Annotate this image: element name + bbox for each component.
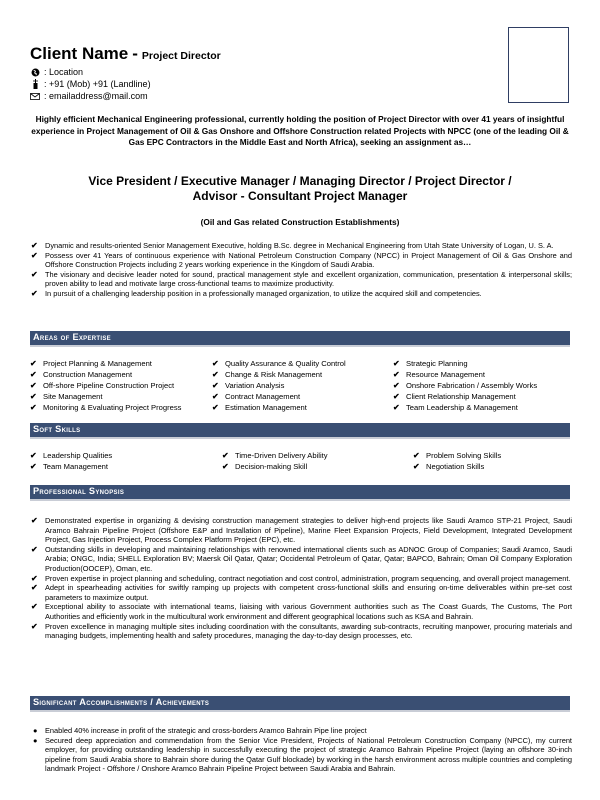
client-name: Client Name: [30, 44, 129, 63]
checkmark-icon: ✔: [393, 392, 400, 401]
contact-block: [30, 66, 221, 102]
checkmark-icon: ✔: [393, 370, 400, 379]
checkmark-icon: ✔: [30, 451, 37, 460]
checkmark-icon: ✔: [31, 544, 38, 554]
bullet-dot-icon: ●: [33, 726, 38, 735]
expertise-item: ✔ Team Leadership & Management: [393, 403, 518, 412]
soft-skills-grid: [30, 450, 570, 474]
expertise-item: ✔ Resource Management: [393, 370, 485, 379]
location-text: : Location: [44, 67, 84, 77]
section-header-soft-skills: Soft Skills: [30, 423, 570, 439]
expertise-item: ✔ Client Relationship Management: [393, 392, 516, 401]
expertise-item: ✔ Site Management: [30, 392, 103, 401]
checkmark-icon: ✔: [31, 621, 38, 631]
soft-skills-column-3: [413, 450, 501, 472]
checkmark-icon: ✔: [31, 250, 38, 260]
checkmark-icon: ✔: [31, 516, 38, 525]
email-text: : emailaddress@mail.com: [44, 91, 148, 101]
name-separator: -: [132, 44, 138, 63]
envelope-icon: [30, 93, 40, 100]
checkmark-icon: ✔: [222, 462, 229, 471]
soft-skill-item: ✔ Problem Solving Skills: [413, 451, 502, 460]
expertise-grid: [30, 358, 570, 414]
synopsis-bullet: ✔ Proven excellence in managing multiple sites including coordination with the consultants, awarding sub-contracts, recruiting manpower, procuring materials and managing budgets, implementing health and safety procedures, managing the day-to-day design processes, etc.: [31, 621, 572, 641]
section-header-accomplishments: Significant Accomplishments / Achievements: [30, 696, 570, 712]
intro-bullet: ✔ The visionary and decisive leader noted for sound, practical management style and excellent organization, communication, presentation & interpersonal skills; proven ability to lead and motivate large cross-functional teams to maximize productivity.: [31, 269, 572, 289]
target-roles-line-1: Vice President / Executive Manager / Managing Director / Project Director /: [88, 174, 512, 188]
soft-skills-column-1: [30, 450, 112, 472]
expertise-item: ✔ Project Planning & Management: [30, 359, 152, 368]
checkmark-icon: ✔: [30, 462, 37, 471]
checkmark-icon: ✔: [212, 381, 219, 390]
location-row: [30, 66, 221, 78]
accomplishment-bullet: ● Enabled 40% increase in profit of the strategic and cross-borders Aramco Bahrain Pipe line project: [33, 726, 367, 735]
phone-icon: [30, 79, 40, 89]
expertise-column-3: [393, 358, 537, 413]
name-line: [30, 44, 221, 64]
checkmark-icon: ✔: [30, 403, 37, 412]
target-establishments: (Oil and Gas related Construction Establishments): [200, 217, 400, 227]
intro-bullets: [30, 241, 572, 299]
checkmark-icon: ✔: [212, 403, 219, 412]
soft-skill-item: ✔ Time-Driven Delivery Ability: [222, 451, 328, 460]
synopsis-bullet: ✔ Demonstrated expertise in organizing & devising construction management strategies to deliver high-end projects like Saudi Aramco STP-21 Project, Saudi Aramco Bahrain Pipeline Project (Offshore E&P and Installation of Pipeline), Marine Fleet Expansion Projects, Field Development, Integrated Development Project, Gas Injection Project, Process Complex Platform Project (EPC), etc.: [31, 516, 572, 545]
phone-text: : +91 (Mob) +91 (Landline): [44, 79, 151, 89]
checkmark-icon: ✔: [30, 381, 37, 390]
checkmark-icon: ✔: [30, 392, 37, 401]
expertise-item: ✔ Monitoring & Evaluating Project Progress: [30, 403, 182, 412]
intro-bullet: ✔ Possess over 41 Years of continuous experience with National Petroleum Construction Company (NPCC) in Project Management of Oil & Gas Onshore and Offshore Construction Projects including 2 years working experience in the Kingdom of Saudi Arabia.: [31, 250, 572, 270]
expertise-item: ✔ Construction Management: [30, 370, 133, 379]
checkmark-icon: ✔: [393, 381, 400, 390]
checkmark-icon: ✔: [31, 269, 38, 279]
intro-bullet: ✔ Dynamic and results-oriented Senior Management Executive, holding B.Sc. degree in Mechanical Engineering from Utah State University of Logan, U. S. A.: [31, 241, 554, 250]
section-header-expertise: Areas of Expertise: [30, 331, 570, 347]
expertise-column-1: [30, 358, 181, 413]
synopsis-bullet: ✔ Exceptional ability to associate with international teams, liaising with various Government authorities such as The Coast Guards, The Customs, The Port Authorities and efficiently work in the multicultural work environment and different geographical locations such as KSA and Bahrain.: [31, 602, 572, 621]
expertise-item: ✔ Contract Management: [212, 392, 301, 401]
checkmark-icon: ✔: [30, 370, 37, 379]
photo-placeholder: [508, 27, 569, 103]
checkmark-icon: ✔: [413, 462, 420, 471]
checkmark-icon: ✔: [212, 370, 219, 379]
expertise-item: ✔ Strategic Planning: [393, 359, 468, 368]
expertise-column-2: [212, 358, 346, 413]
profile-summary: Highly efficient Mechanical Engineering professional, currently holding the position of Project Director with over 41 years of insightful experience in Project Management of Oil & Gas Onshore and Offshore Construction related Projects with NPCC (one of the leading Oil & Gas EPC Contractors in the Middle East and North Africa), seeking an assignment as…: [31, 114, 569, 148]
bullet-dot-icon: ●: [33, 735, 38, 745]
section-header-synopsis: Professional Synopsis: [30, 485, 570, 501]
target-roles-line-2: Advisor - Consultant Project Manager: [192, 188, 408, 203]
checkmark-icon: ✔: [30, 359, 37, 368]
phone-row: [30, 78, 221, 90]
soft-skill-item: ✔ Team Management: [30, 462, 109, 471]
expertise-item: ✔ Change & Risk Management: [212, 370, 323, 379]
globe-icon: [30, 68, 40, 77]
target-roles: [30, 174, 570, 203]
accomplishment-bullet: ● Secured deep appreciation and commendation from the Senior Vice President, Projects of National Petroleum Construction Company (NPCC), my current employer, for providing outstanding leadership in successfully executing the project of strategic Aramco Bahrain Pipeline Project (laying an offshore 30-inch pipeline from Saudi Arabia shore to Bahrain shore during the Qatar Gulf blockade) by working in the harsh environment across multiple countries and completing landmark Project - Offshore / Onshore Aramco Bahrain Pipeline Project between Saudi Arabia and Bahrain.: [33, 735, 572, 774]
email-row: [30, 90, 221, 102]
synopsis-bullet: ✔ Adept in spearheading activities for swiftly ramping up projects with competent cross-functional skills and ensuring on-time deliverables within pre-set cost parameters to maximize output.: [31, 583, 572, 602]
checkmark-icon: ✔: [31, 583, 38, 593]
synopsis-bullet: ✔ Outstanding skills in developing and maintaining relationships with renowned international clients such as ADNOC Group of Companies; Saudi Aramco, Saudi Arabia; ONGC, India; SHELL Exploration BV; Maersk Oil Qatar, Qatar; Occidental Petroleum of Qatar, Qatar; BAPCO, Bahrain; Oman Oil Company Exploration Production(OOCEP), Oman, etc.: [31, 544, 572, 573]
intro-bullet: ✔ In pursuit of a challenging leadership position in a professionally managed organization, to utilize the acquired skill and competencies.: [31, 288, 482, 298]
checkmark-icon: ✔: [31, 573, 38, 583]
expertise-item: ✔ Estimation Management: [212, 403, 307, 412]
expertise-item: ✔ Onshore Fabrication / Assembly Works: [393, 381, 538, 390]
checkmark-icon: ✔: [31, 241, 38, 250]
expertise-item: ✔ Off-shore Pipeline Construction Project: [30, 381, 175, 390]
checkmark-icon: ✔: [222, 451, 229, 460]
synopsis-bullet: ✔ Proven expertise in project planning and scheduling, contract negotiation and cost control, administration, program sequencing, and overall project management.: [31, 573, 571, 583]
expertise-item: ✔ Quality Assurance & Quality Control: [212, 359, 346, 368]
checkmark-icon: ✔: [393, 359, 400, 368]
checkmark-icon: ✔: [31, 602, 38, 612]
header: [30, 44, 221, 102]
checkmark-icon: ✔: [212, 359, 219, 368]
checkmark-icon: ✔: [413, 451, 420, 460]
soft-skill-item: ✔ Negotiation Skills: [413, 462, 485, 471]
accomplishment-bullets: [30, 726, 572, 774]
soft-skills-column-2: [222, 450, 328, 472]
synopsis-bullets: [30, 516, 572, 641]
job-title: Project Director: [141, 50, 221, 62]
expertise-item: ✔ Variation Analysis: [212, 381, 285, 390]
soft-skill-item: ✔ Leadership Qualities: [30, 451, 113, 460]
checkmark-icon: ✔: [31, 288, 38, 298]
soft-skill-item: ✔ Decision-making Skill: [222, 462, 308, 471]
checkmark-icon: ✔: [212, 392, 219, 401]
checkmark-icon: ✔: [393, 403, 400, 412]
